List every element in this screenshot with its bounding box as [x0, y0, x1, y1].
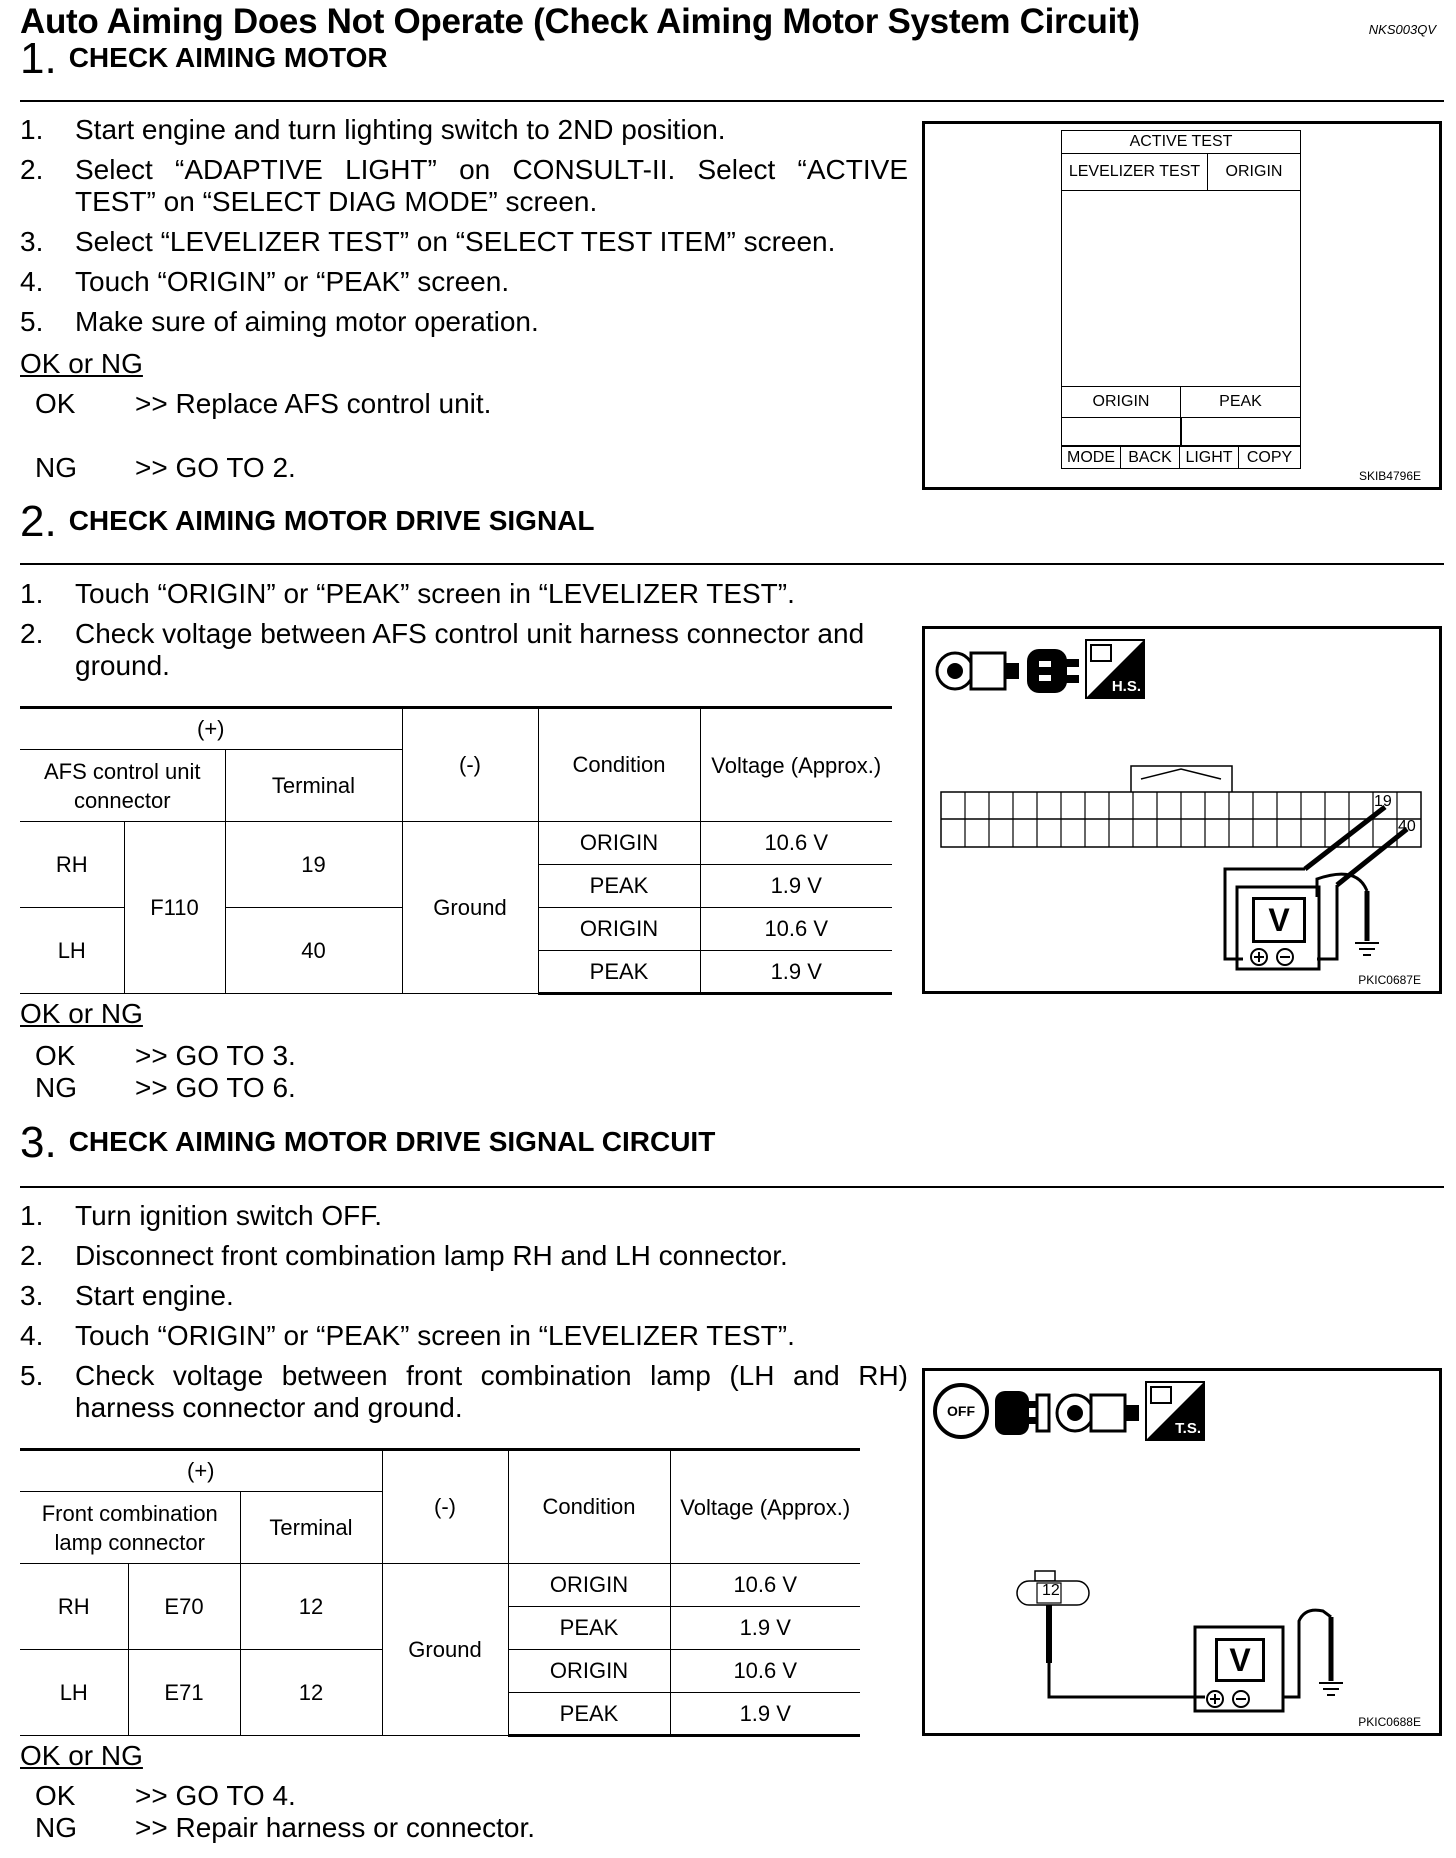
- lamp-connector-lock: [1035, 1571, 1055, 1581]
- list-item: 2. Check voltage between AFS control unit harness connector and ground.: [20, 618, 865, 681]
- step3-number: 3.: [20, 1118, 57, 1167]
- divider: [20, 100, 1444, 102]
- step2-title: CHECK AIMING MOTOR DRIVE SIGNAL: [68, 505, 595, 536]
- connector-cell: E70: [128, 1564, 240, 1650]
- voltage-cell: 1.9 V: [700, 865, 892, 908]
- test-item-value: ORIGIN: [1208, 154, 1300, 191]
- condition-cell: PEAK: [538, 951, 700, 994]
- consult-screen: [1061, 130, 1301, 469]
- connector-lock-ramp: [1141, 769, 1221, 779]
- pin-label-19: 19: [1374, 793, 1392, 810]
- list-item: 1. Start engine and turn lighting switch to 2ND position.: [20, 114, 726, 145]
- list-item: 5. Check voltage between front combination lamp (LH and RH) harness connector and ground.: [20, 1360, 908, 1423]
- list-item: 2. Disconnect front combination lamp RH and LH connector.: [20, 1240, 788, 1271]
- peak-button[interactable]: PEAK: [1181, 386, 1300, 418]
- voltage-cell: 1.9 V: [670, 1693, 860, 1736]
- voltage-table: [20, 706, 892, 995]
- condition-cell: PEAK: [508, 1607, 670, 1650]
- step1-list: [20, 114, 908, 346]
- condition-cell: PEAK: [508, 1693, 670, 1736]
- ok-result: OK >> Replace AFS control unit.: [35, 388, 492, 419]
- ts-badge-label: T.S.: [1175, 1420, 1201, 1437]
- divider: [20, 1186, 1444, 1188]
- connector-lock: [1131, 766, 1232, 792]
- voltage-cell: 1.9 V: [670, 1607, 860, 1650]
- step3-list: [20, 1200, 908, 1432]
- voltage-cell: 10.6 V: [700, 908, 892, 951]
- voltage-cell: 10.6 V: [670, 1564, 860, 1607]
- lh-cell: LH: [20, 1650, 128, 1736]
- rh-cell: RH: [20, 1564, 128, 1650]
- okng-label: OK or NG: [20, 1740, 143, 1771]
- figure-code: PKIC0688E: [1358, 1715, 1421, 1729]
- list-item: 3. Select “LEVELIZER TEST” on “SELECT TEST ITEM” screen.: [20, 226, 836, 257]
- step2-list: [20, 578, 908, 690]
- condition-header: Condition: [538, 708, 700, 822]
- terminal-cell: 12: [240, 1564, 382, 1650]
- figure-code: SKIB4796E: [1358, 469, 1421, 483]
- condition-cell: ORIGIN: [508, 1650, 670, 1693]
- connector-cell: E71: [128, 1650, 240, 1736]
- figure-code: PKIC0687E: [1358, 973, 1421, 987]
- ground-lead: [1317, 874, 1367, 897]
- test-lead-positive: [1049, 1663, 1205, 1697]
- list-item: 1. Touch “ORIGIN” or “PEAK” screen in “LEVELIZER TEST”.: [20, 578, 795, 609]
- lamp-connector-figure: [922, 1368, 1442, 1736]
- list-item: 3. Start engine.: [20, 1280, 234, 1311]
- ignition-off-icon: OFF: [933, 1383, 989, 1439]
- step1-title: CHECK AIMING MOTOR: [68, 42, 388, 73]
- voltage-header: Voltage (Approx.): [700, 708, 892, 822]
- ground-cell: Ground: [402, 822, 538, 994]
- mode-button[interactable]: MODE: [1062, 447, 1121, 468]
- copy-button[interactable]: COPY: [1246, 449, 1293, 466]
- divider: [20, 563, 1444, 565]
- ng-result: NG >> GO TO 2.: [35, 452, 296, 483]
- ok-result: OK >> GO TO 3.: [35, 1040, 296, 1071]
- lh-cell: LH: [20, 908, 124, 994]
- plus-header: (+): [20, 708, 402, 750]
- voltmeter-display: V: [1215, 1638, 1265, 1682]
- step2-heading: [20, 497, 595, 547]
- screen-header: ACTIVE TEST: [1062, 131, 1300, 154]
- okng-label: OK or NG: [20, 998, 143, 1029]
- terminal-cell: 12: [240, 1650, 382, 1736]
- terminal-cell: 19: [225, 822, 402, 908]
- ng-result: NG >> Repair harness or connector.: [35, 1812, 536, 1843]
- step1-heading: [20, 34, 388, 84]
- condition-header: Condition: [508, 1450, 670, 1564]
- voltage-cell: 10.6 V: [670, 1650, 860, 1693]
- pin-label-40: 40: [1398, 818, 1416, 835]
- terminal-header: Terminal: [240, 1492, 382, 1564]
- voltage-table: [20, 1448, 860, 1737]
- ng-result: NG >> GO TO 6.: [35, 1072, 296, 1103]
- connector-header: Front combination lamp connector: [20, 1492, 240, 1564]
- voltage-cell: 10.6 V: [700, 822, 892, 865]
- list-item: 4. Touch “ORIGIN” or “PEAK” screen.: [20, 266, 510, 297]
- doc-id: NKS003QV: [1368, 22, 1436, 37]
- condition-cell: ORIGIN: [508, 1564, 670, 1607]
- condition-cell: ORIGIN: [538, 908, 700, 951]
- connector-voltmeter-figure: [922, 626, 1442, 994]
- origin-button[interactable]: ORIGIN: [1062, 386, 1181, 418]
- consult-screen-figure: [922, 121, 1442, 490]
- voltmeter-display: V: [1252, 897, 1306, 943]
- voltage-cell: 1.9 V: [700, 951, 892, 994]
- list-item: 2. Select “ADAPTIVE LIGHT” on CONSULT-II. Select “ACTIVE TEST” on “SELECT DIAG MODE” screen.: [20, 154, 908, 217]
- hs-badge-label: H.S.: [1111, 678, 1141, 695]
- condition-cell: ORIGIN: [538, 822, 700, 865]
- rh-cell: RH: [20, 822, 124, 908]
- step2-number: 2.: [20, 497, 57, 546]
- minus-header: (-): [382, 1450, 508, 1564]
- connector-diagram: [925, 629, 1439, 991]
- connector-header: AFS control unit connector: [20, 750, 225, 822]
- terminal-header: Terminal: [225, 750, 402, 822]
- step1-number: 1.: [20, 34, 57, 83]
- plus-header: (+): [20, 1450, 382, 1492]
- connector-cell: F110: [124, 822, 225, 994]
- list-item: 1. Turn ignition switch OFF.: [20, 1200, 383, 1231]
- page-title: Auto Aiming Does Not Operate (Check Aiming Motor System Circuit): [20, 2, 1140, 41]
- ground-cell: Ground: [382, 1564, 508, 1736]
- terminal-cell: 40: [225, 908, 402, 994]
- lamp-connector-diagram: [925, 1371, 1439, 1733]
- ok-result: OK >> GO TO 4.: [35, 1780, 296, 1811]
- okng-label: OK or NG: [20, 348, 143, 379]
- list-item: 4. Touch “ORIGIN” or “PEAK” screen in “LEVELIZER TEST”.: [20, 1320, 795, 1351]
- step3-heading: [20, 1118, 715, 1168]
- minus-header: (-): [402, 708, 538, 822]
- voltage-header: Voltage (Approx.): [670, 1450, 860, 1564]
- pin-label-12: 12: [1042, 1582, 1060, 1599]
- test-item-label: LEVELIZER TEST: [1062, 154, 1208, 191]
- list-item: 5. Make sure of aiming motor operation.: [20, 306, 539, 337]
- light-button[interactable]: LIGHT: [1180, 447, 1239, 468]
- divider: [1180, 417, 1182, 445]
- condition-cell: PEAK: [538, 865, 700, 908]
- back-button[interactable]: BACK: [1121, 447, 1180, 468]
- step3-title: CHECK AIMING MOTOR DRIVE SIGNAL CIRCUIT: [68, 1126, 716, 1157]
